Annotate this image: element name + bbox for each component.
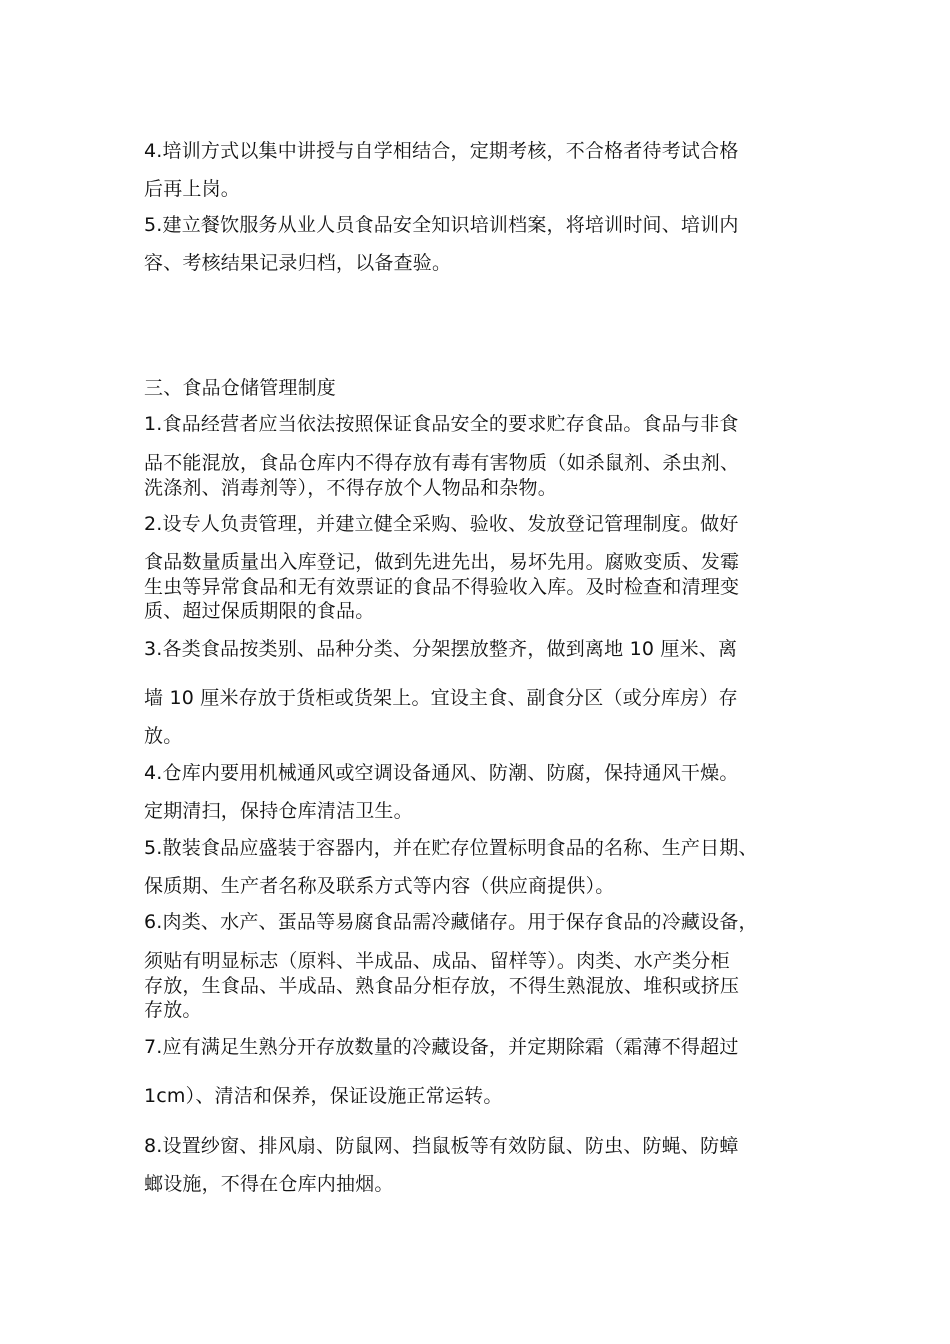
storage-item-6-line-1: 6.肉类、水产、蛋品等易腐食品需冷藏储存。用于保存食品的冷藏设备， — [144, 911, 758, 933]
training-item-5-line-1: 5.建立餐饮服务从业人员食品安全知识培训档案，将培训时间、培训内 — [144, 214, 739, 236]
section-heading-storage: 三、食品仓储管理制度 — [144, 377, 337, 399]
storage-item-7-line-1: 7.应有满足生熟分开存放数量的冷藏设备，并定期除霜（霜薄不得超过 — [144, 1036, 739, 1058]
storage-item-6-line-3: 存放，生食品、半成品、熟食品分柜存放，不得生熟混放、堆积或挤压 — [144, 975, 740, 997]
storage-item-8-line-1: 8.设置纱窗、排风扇、防鼠网、挡鼠板等有效防鼠、防虫、防蝇、防蟑 — [144, 1135, 739, 1157]
storage-item-3-line-3: 放。 — [144, 725, 183, 747]
storage-item-6-line-2: 须贴有明显标志（原料、半成品、成品、留样等）。肉类、水产类分柜 — [144, 950, 730, 972]
storage-item-5-line-1: 5.散装食品应盛装于容器内，并在贮存位置标明食品的名称、生产日期、 — [144, 837, 758, 859]
storage-item-1-line-2: 品不能混放，食品仓库内不得存放有毒有害物质（如杀鼠剂、杀虫剂、 — [144, 452, 740, 474]
training-item-4-line-1: 4.培训方式以集中讲授与自学相结合，定期考核，不合格者待考试合格 — [144, 140, 739, 162]
storage-item-2-line-2: 食品数量质量出入库登记，做到先进先出，易坏先用。腐败变质、发霉 — [144, 551, 740, 573]
storage-item-2-line-3: 生虫等异常食品和无有效票证的食品不得验收入库。及时检查和清理变 — [144, 576, 740, 598]
storage-item-8-line-2: 螂设施，不得在仓库内抽烟。 — [144, 1173, 394, 1195]
storage-item-2-line-4: 质、超过保质期限的食品。 — [144, 600, 375, 622]
storage-item-3-line-2: 墙 10 厘米存放于货柜或货架上。宜设主食、副食分区（或分库房）存 — [144, 687, 738, 709]
storage-item-7-line-2: 1cm）、清洁和保养，保证设施正常运转。 — [144, 1085, 503, 1107]
storage-item-2-line-1: 2.设专人负责管理，并建立健全采购、验收、发放登记管理制度。做好 — [144, 513, 739, 535]
training-item-5-line-2: 容、考核结果记录归档，以备查验。 — [144, 252, 452, 274]
storage-item-1-line-3: 洗涤剂、消毒剂等），不得存放个人物品和杂物。 — [144, 477, 557, 499]
storage-item-6-line-4: 存放。 — [144, 999, 202, 1021]
storage-item-1-line-1: 1.食品经营者应当依法按照保证食品安全的要求贮存食品。食品与非食 — [144, 413, 739, 435]
storage-item-4-line-2: 定期清扫，保持仓库清洁卫生。 — [144, 800, 413, 822]
storage-item-3-line-1: 3.各类食品按类别、品种分类、分架摆放整齐，做到离地 10 厘米、离 — [144, 638, 738, 660]
storage-item-4-line-1: 4.仓库内要用机械通风或空调设备通风、防潮、防腐，保持通风干燥。 — [144, 762, 739, 784]
training-item-4-line-2: 后再上岗。 — [144, 178, 241, 200]
storage-item-5-line-2: 保质期、生产者名称及联系方式等内容（供应商提供）。 — [144, 875, 615, 897]
